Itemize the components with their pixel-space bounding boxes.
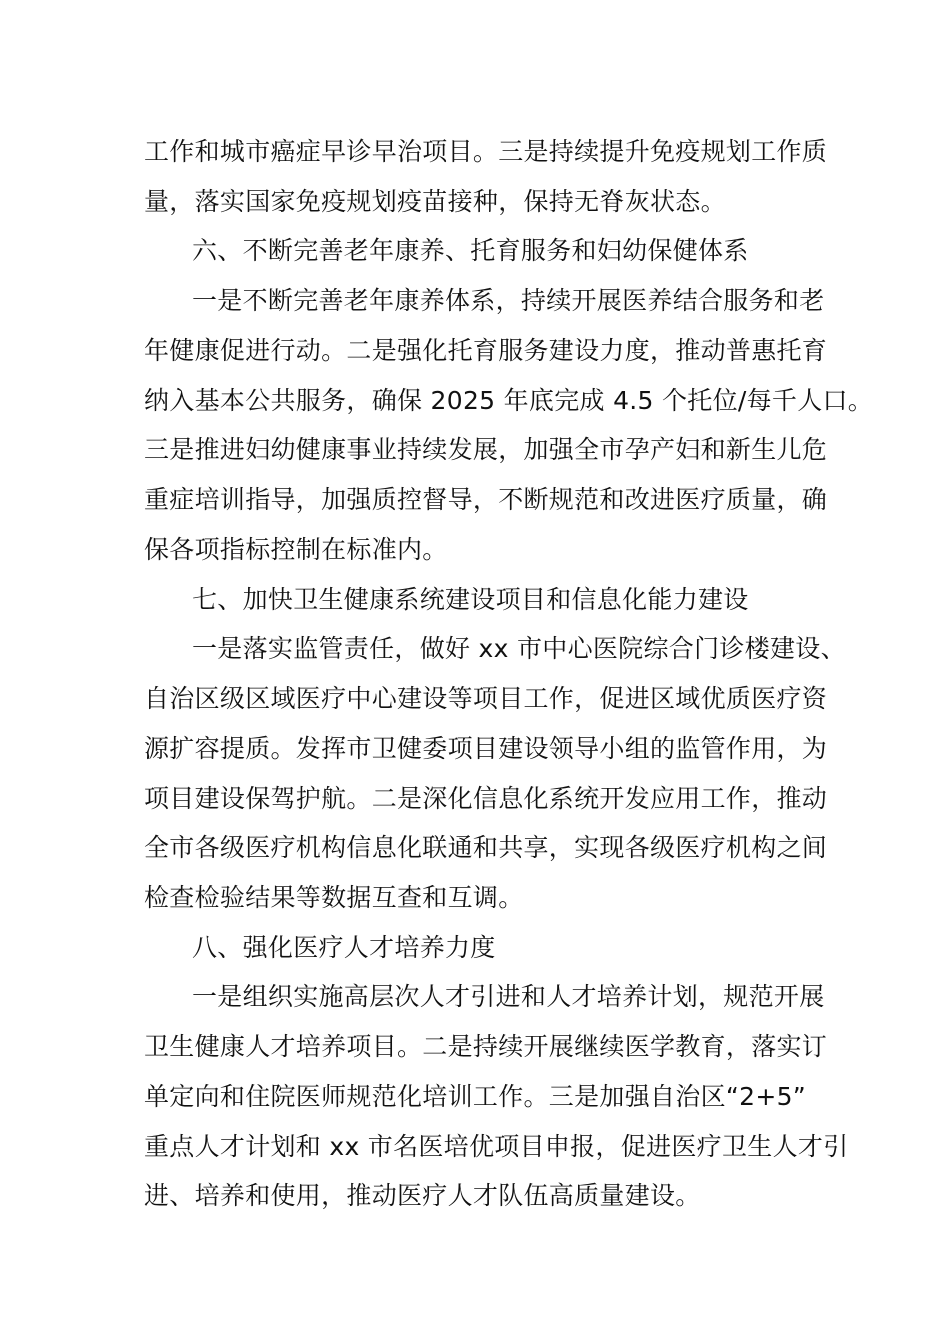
paragraph-line: 纳入基本公共服务，确保 2025 年底完成 4.5 个托位/每千人口。: [144, 386, 874, 415]
paragraph-line: 一是落实监管责任，做好 xx 市中心医院综合门诊楼建设、: [192, 634, 846, 663]
paragraph-line: 重症培训指导，加强质控督导，不断规范和改进医疗质量，确: [144, 485, 828, 514]
paragraph-line: 全市各级医疗机构信息化联通和共享，实现各级医疗机构之间: [144, 833, 828, 862]
paragraph-line: 进、培养和使用，推动医疗人才队伍高质量建设。: [144, 1181, 701, 1210]
paragraph-line: 保各项指标控制在标准内。: [144, 535, 448, 564]
section-heading-7: 七、加快卫生健康系统建设项目和信息化能力建设: [192, 585, 749, 614]
paragraph-line: 量，落实国家免疫规划疫苗接种，保持无脊灰状态。: [144, 187, 726, 216]
paragraph-line: 项目建设保驾护航。二是深化信息化系统开发应用工作，推动: [144, 784, 828, 813]
paragraph-line: 重点人才计划和 xx 市名医培优项目申报，促进医疗卫生人才引: [144, 1132, 849, 1161]
paragraph-line: 一是不断完善老年康养体系，持续开展医养结合服务和老: [192, 286, 825, 315]
paragraph-line: 自治区级区域医疗中心建设等项目工作，促进区域优质医疗资: [144, 684, 828, 713]
section-heading-6: 六、不断完善老年康养、托育服务和妇幼保健体系: [192, 236, 749, 265]
paragraph-line: 一是组织实施高层次人才引进和人才培养计划，规范开展: [192, 982, 825, 1011]
section-heading-8: 八、强化医疗人才培养力度: [192, 933, 496, 962]
paragraph-line: 工作和城市癌症早诊早治项目。三是持续提升免疫规划工作质: [144, 137, 828, 166]
paragraph-line: 三是推进妇幼健康事业持续发展，加强全市孕产妇和新生儿危: [144, 435, 828, 464]
paragraph-line: 源扩容提质。发挥市卫健委项目建设领导小组的监管作用，为: [144, 734, 828, 763]
paragraph-line: 年健康促进行动。二是强化托育服务建设力度，推动普惠托育: [144, 336, 828, 365]
paragraph-line: 检查检验结果等数据互查和互调。: [144, 883, 524, 912]
paragraph-line: 单定向和住院医师规范化培训工作。三是加强自治区“2+5”: [144, 1082, 807, 1111]
paragraph-line: 卫生健康人才培养项目。二是持续开展继续医学教育，落实订: [144, 1032, 828, 1061]
